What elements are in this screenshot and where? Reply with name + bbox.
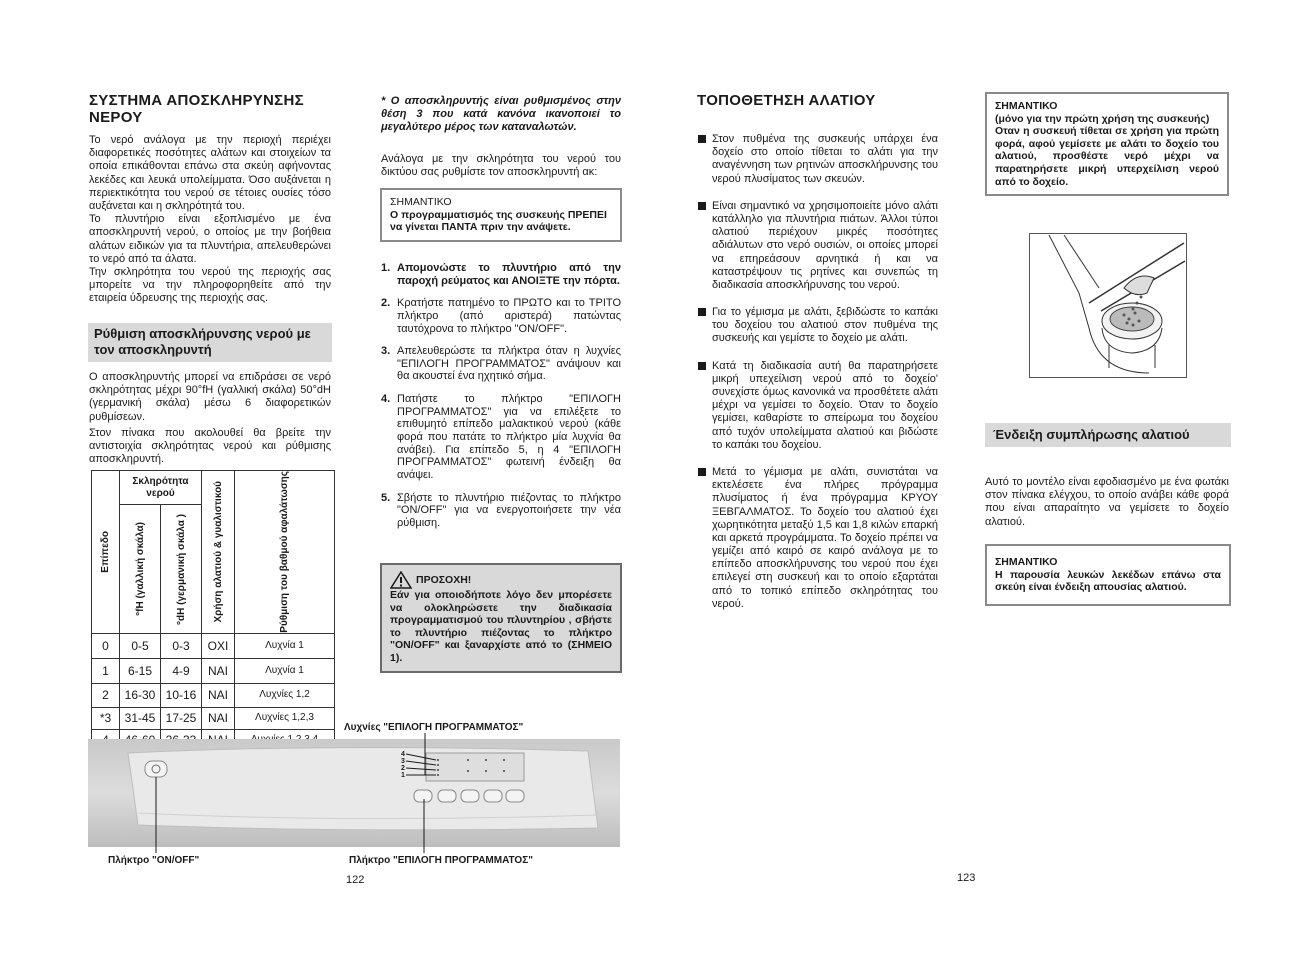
label-program-key: Πλήκτρο "ΕΠΙΛΟΓΗ ΠΡΟΓΡΑΜΜΑΤΟΣ" bbox=[349, 855, 533, 866]
section-heading-softener-setting: Ρύθμιση αποσκλήρυνσης νερού με τον αποσκληρυντή bbox=[88, 323, 332, 362]
table-row: 0 0-5 0-3 ΟΧΙ Λυχνία 1 bbox=[92, 633, 335, 658]
label-program-lights: Λυχνίες "ΕΠΙΛΟΓΗ ΠΡΟΓΡΑΜΜΑΤΟΣ" bbox=[344, 722, 524, 733]
table-header-setting: Ρύθμιση του βαθμού αφαλάτωσης bbox=[235, 471, 335, 634]
label-on-off-key: Πλήκτρο "ON/OFF" bbox=[108, 855, 200, 866]
intro-paragraph-3: Την σκληρότητα του νερού της περιοχής σας μπορείτε να την πληροφορηθείτε από την εταιρεία ύδρευσης της περιοχής σας. bbox=[89, 265, 331, 305]
important-note-white-stains bbox=[985, 544, 1231, 606]
section-paragraph-2: Στον πίνακα που ακολουθεί θα βρείτε την αντιστοιχία σκληρότητας νερού και ρύθμισης αποσκληρυντή. bbox=[89, 427, 331, 466]
list-item: Για το γέμισμα με αλάτι, ξεβιδώστε το καπάκι του δοχείου του αλατιού στον πυθμένα της συσκευής και γεμίστε το δοχείο με αλάτι. bbox=[698, 306, 938, 346]
intro-text bbox=[89, 134, 331, 305]
intro-paragraph-2: Το πλυντήριο είναι εξοπλισμένο με ένα αποσκληρυντή νερού, ο οποίος με την βοήθεια αλάτων ειδικών για τα πλυντήρια, απελευθερώνει το νερό από τα άλατα. bbox=[89, 213, 331, 265]
note-title: ΣΗΜΑΝΤΙΚΟ bbox=[390, 196, 452, 208]
table-header-salt: Χρήση αλατιού & γυαλιστικού bbox=[202, 471, 235, 634]
warning-triangle-icon bbox=[390, 571, 412, 589]
section-paragraph-1: Ο αποσκληρυντής μπορεί να επιδράσει σε νερό σκληρότητας μέχρι 90°fH (γαλλική σκάλα) 50°dH (γερμανική σκάλα) μέσω 6 διαφορετικών ρυθμίσεων. bbox=[89, 371, 331, 423]
program-buttons[interactable] bbox=[414, 790, 524, 802]
page-number-right: 123 bbox=[957, 872, 976, 884]
table-header-hardness: Σκληρότητα νερού bbox=[120, 471, 202, 505]
page-title-water-softener: ΣΥΣΤΗΜΑ ΑΠΟΣΚΛΗΡΥΝΣΗΣ ΝΕΡΟΥ bbox=[89, 92, 304, 127]
note-title: ΣΗΜΑΝΤΙΚΟ bbox=[995, 100, 1058, 112]
control-panel-illustration bbox=[88, 733, 622, 853]
footnote-default-setting: * Ο αποσκληρυντής είναι ρυθμισμένος στην θέση 3 που κατά κανόνα ικανοποιεί το μεγαλύτερο μέρος των καταναλωτών. bbox=[381, 95, 621, 134]
table-header-fh: °fH (γαλλική σκάλα) bbox=[120, 505, 161, 633]
note-title: ΣΗΜΑΝΤΙΚΟ bbox=[995, 556, 1058, 568]
intro-paragraph-1: Το νερό ανάλογα με την περιοχή περιέχει διαφορετικές ποσότητες αλάτων και στοιχείων τα οποία επικάθονται επάνω στα σκεύη αφήνοντας λεκέδες και λευκά υπολείμματα. Όσο αυξάνεται η περιεκτικότητα του νερού σε τέτοιες ουσίες τόσο αυξάνεται και η σκληρότητά του. bbox=[89, 134, 331, 212]
warning-text: Εάν για οποιοδήποτε λόγο δεν μπορέσετε να ολοκληρώσετε την διαδικασία προγραμματισμού του πλυντηρίου , σβήστε το πλυντήριο πιέζοντας το πλήκτρο "ON/OFF" και ξαναρχίστε από το (ΣΗΜΕΙΟ 1). bbox=[390, 589, 612, 664]
list-item: 4. Πατήστε το πλήκτρο "ΕΠΙΛΟΓΗ ΠΡΟΓΡΑΜΜΑΤΟΣ" για να επιλέξετε το επιθυμητό επίπεδο μαλακτικού νερού (κάθε φορά που πατάτε το πλήκτρο μία λυχνία θα ανάβει). Για επίπεδο 5, η 4 "ΕΠΙΛΟΓΗ ΠΡΟΓΡΑΜΜΑΤΟΣ" φωτεινή ένδειξη θα ανάψει. bbox=[381, 393, 621, 481]
list-item: Στον πυθμένα της συσκευής υπάρχει ένα δοχείο στο οποίο τίθεται το αλάτι για την αναγέννηση των ρητινών αποσκλήρυνσης του νερού πλυσίματος των σκευών. bbox=[698, 133, 938, 186]
salt-instructions bbox=[698, 133, 938, 611]
note-subtitle: (μόνο για την πρώτη χρήση της συσκευής) bbox=[995, 112, 1210, 125]
table-row: *3 31-45 17-25 ΝΑΙ Λυχνίες 1,2,3 bbox=[92, 707, 335, 729]
important-note-programming bbox=[380, 188, 622, 242]
warning-box bbox=[380, 563, 622, 673]
table-header-dh: °dH (γερμανική σκάλα ) bbox=[161, 505, 202, 633]
note-text: Ο προγραμματισμός της συσκευής ΠΡΕΠΕΙ να γίνεται ΠΑΝΤΑ πριν την ανάψετε. bbox=[390, 208, 607, 234]
list-item: 5. Σβήστε το πλυντήριο πιέζοντας το πλήκτρο "ON/OFF" για να ενεργοποιήσετε την νέα ρύθμιση. bbox=[381, 491, 621, 529]
note-text: Η παρουσία λευκών λεκέδων επάνω στα σκεύη είναι ένδειξη απουσίας αλατιού. bbox=[995, 568, 1221, 594]
program-display bbox=[426, 753, 524, 781]
important-note-first-use bbox=[985, 92, 1229, 196]
list-item: 2. Κρατήστε πατημένο το ΠΡΩΤΟ και το ΤΡΙΤΟ πλήκτρο (από αριστερά) πατώντας ταυτόχρονα το πλήκτρο "ON/OFF". bbox=[381, 297, 621, 335]
programming-steps bbox=[381, 262, 621, 540]
warning-title: ΠΡΟΣΟΧΗ! bbox=[416, 573, 472, 586]
on-off-button[interactable] bbox=[145, 761, 167, 777]
list-item: Είναι σημαντικό να χρησιμοποιείτε μόνο αλάτι κατάλληλο για πλυντήρια πιάτων. Άλλοι τύποι αλατιού περιέχουν μικρές ποσότητες αδιάλυτων στο νερό ουσιών, οι οποίες μπορεί να επηρεάσουν αρνητικά ή και να καταστρέψουν τις ρητίνες και συνεπώς τη διαδικασία αποσκλήρυνσης του νερού. bbox=[698, 200, 938, 292]
table-row: 1 6-15 4-9 ΝΑΙ Λυχνία 1 bbox=[92, 658, 335, 683]
page-number-left: 122 bbox=[346, 874, 365, 886]
table-header-level: Επίπεδο bbox=[92, 471, 120, 634]
list-item: 1. Απομονώστε το πλυντήριο από την παροχή ρεύματος και ΑΝΟΙΞΤΕ την πόρτα. bbox=[381, 262, 621, 287]
led-number: 2 bbox=[401, 765, 405, 772]
list-item: Κατά τη διαδικασία αυτή θα παρατηρήσετε μικρή υπεχείλιση νερού από το δοχείο' συνεχίστε όμως κανονικά να προσθέτετε αλάτι μέχρι να γεμίσει το δοχείο. Όταν το δοχείο γεμίσει, καθαρίστε το σπείρωμα του δοχείου από τυχόν υπολείμματα αλατιού και βιδώστε το καπάκι του δοχείου. bbox=[698, 360, 938, 452]
led-number: 3 bbox=[401, 758, 405, 765]
section-heading-salt-indicator: Ένδειξη συμπλήρωσης αλατιού bbox=[985, 423, 1231, 447]
salt-indicator-text: Αυτό το μοντέλο είναι εφοδιασμένο με ένα φωτάκι στον πίνακα ελέγχου, το οποίο ανάβει κάθε φορά που είναι απαραίτητο να γεμίσετε το δοχείο αλατιού. bbox=[985, 476, 1229, 528]
list-item: 3. Απελευθερώστε τα πλήκτρα όταν η λυχνίες "ΕΠΙΛΟΓΗ ΠΡΟΓΡΑΜΜΑΤΟΣ" ανάψουν και θα ακουστεί ένα ηχητικό σήμα. bbox=[381, 345, 621, 383]
setting-intro-text: Ανάλογα με την σκληρότητα του νερού του δικτύου σας ρυθμίστε τον αποσκληρυντή ακ: bbox=[381, 153, 621, 179]
led-number: 1 bbox=[401, 772, 405, 779]
table-row: 2 16-30 10-16 ΝΑΙ Λυχνίες 1,2 bbox=[92, 683, 335, 707]
salt-container-illustration bbox=[1029, 233, 1187, 378]
note-text: Οταν η συσκευή τίθεται σε χρήση για πρώτη φορά, αφού γεμίσετε με αλάτι το δοχείο του αλατιού, προσθέστε νερό μέχρι να παρατηρήσετε μικρή υπερχείλιση νερού από το δοχείο. bbox=[995, 125, 1219, 188]
page-title-salt: ΤΟΠΟΘΕΤΗΣΗ ΑΛΑΤΙΟΥ bbox=[697, 92, 876, 109]
list-item: Μετά το γέμισμα με αλάτι, συνιστάται να εκτελέσετε ένα πλήρες πρόγραμμα πλυσίματος ή ένα πρόγραμμα ΚΡΥΟΥ ΞΕΒΓΑΛΜΑΤΟΣ. Το δοχείο του αλατιού έχει χωρητικότητα μεταξύ 1,5 και 1,8 κιλών επαρκή και αρκετά προγράμματα. Το δοχείο πρέπει να γεμίζει από καιρό σε καιρό ανάλογα με το επίπεδο αποσκλήρυνσης του νερού που έχει επιλεγεί στη συσκευή και το οποίο εξαρτάται από το τοπικό επίπεδο σκληρότητας του νερού. bbox=[698, 466, 938, 611]
led-number: 4 bbox=[401, 751, 405, 758]
